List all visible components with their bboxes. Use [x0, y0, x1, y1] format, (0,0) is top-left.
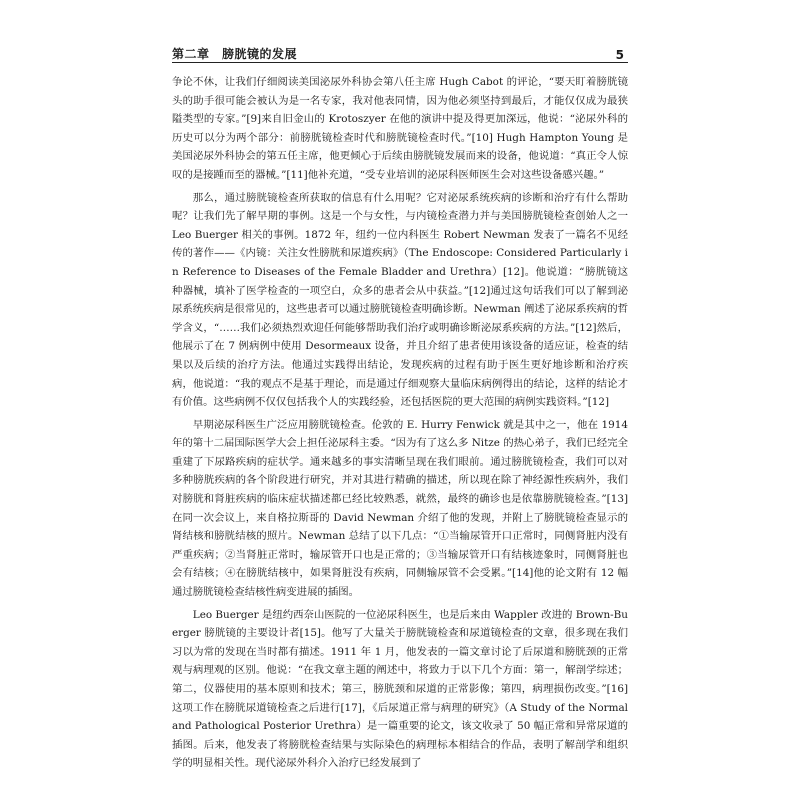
paragraph: Leo Buerger 是纽约西奈山医院的一位泌尿科医生，也是后来由 Wappler 改进的 Brown-Buerger 膀胱镜的主要设计者[15]。他写了大量关于膀胱镜检查和尿道镜检查的文章，很多现在我们习以为常的发现在当时都有描述。1911 年 1 月，他发表的一篇文章讨论了后尿道和膀胱颈的正常观与病理观的区别。他说：“在我文章主题的阐述中，将致力于以下几个方面：第一，解剖学综述；第二，仪器使用的基本原则和技术；第三，膀胱颈和尿道的正常影像；第四，病理损伤改变。”[16]这项工作在膀胱尿道镜检查之后进行[17]，《后尿道正常与病理的研究》（A Study of the Normal and Pathological Posterior Urethra）是一篇重要的论文，该文收录了 50 幅正常和异常尿道的插图。后来，他发表了将膀胱检查结果与实际染色的病理标本相结合的作品，表明了解剖学和组织学的明显相关性。现代泌尿外科介入治疗已经发展到了: [172, 608, 628, 770]
page-number: 5: [615, 48, 624, 62]
chapter-title: 第二章 膀胱镜的发展: [172, 47, 298, 61]
document-page: [172, 38, 628, 788]
paragraph: 早期泌尿科医生广泛应用膀胱镜检查。伦敦的 E. Hurry Fenwick 就是其中之一，他在 1914 年的第十二届国际医学大会上担任泌尿科主委。“因为有了这么多 Nitze 的热心弟子，我们已经完全重建了下尿路疾病的症状学。通来越多的事实清晰呈现在我们眼前。通过膀胱镜检查，我们可以对多种膀胱疾病的各个阶段进行研究，并对其进行精确的描述，所以现在除了神经源性疾病外，我们对膀胱和肾脏疾病的临床症状描述都已经比较熟悉，就然，最终的确诊也是依靠膀胱镜检查。”[13]在同一次会议上，来自格拉斯哥的 David Newman 介绍了他的发现，并附上了膀胱镜检查显示的肾结核和膀胱结核的照片。Newman 总结了以下几点：“①当输尿管开口正常时，同侧肾脏内没有严重疾病；②当肾脏正常时，输尿管开口也是正常的；③当输尿管开口有结核迹象时，同侧肾脏也会有结核；④在膀胱结核中，如果肾脏没有疾病，同侧输尿管不会受累。”[14]他的论文附有 12 幅通过膀胱镜检查结核性病变进展的插图。: [172, 418, 628, 599]
running-header: [172, 38, 628, 63]
paragraph: 那么，通过膀胱镜检查所获取的信息有什么用呢？它对泌尿系统疾病的诊断和治疗有什么帮助呢？让我们先了解早期的事例。这是一个与女性，与内镜检查潜力并与美国膀胱镜检查创始人之一 Leo Buerger 相关的事例。1872 年，纽约一位内科医生 Robert Newman 发表了一篇名不见经传的著作——《内镜：关注女性膀胱和尿道疾病》（The Endoscope: Considered Particularly in Reference to Diseases of the Female Bladder and Urethra）[12]。他说道：“膀胱镜这种器械，填补了医学检查的一项空白，众多的患者会从中获益。”[12]通过这句话我们可以了解到泌尿系统疾病是很常见的，这些患者可以通过膀胱镜检查明确诊断。Newman 阐述了泌尿系疾病的哲学含义，“……我们必须热烈欢迎任何能够帮助我们治疗或明确诊断泌尿系疾病的方法。”[12]然后，他展示了在 7 例病例中使用 Desormeaux 设备，并且介绍了患者使用该设备的适应证，检查的结果以及后续的治疗方法。他通过实践得出结论，发现疾病的过程有助于医生更好地诊断和治疗疾病，他说道：“我的观点不是基于理论，而是通过仔细观察大量临床病例得出的结论，这样的结论才有价值。这些病例不仅仅包括我个人的实践经验，还包括医院的更大范围的病例实践资料。”[12]: [172, 191, 628, 409]
paragraph: 争论不休，让我们仔细阅读美国泌尿外科协会第八任主席 Hugh Cabot 的评论，“要天盯着膀胱镜头的助手很可能会被认为是一名专家，我对他表同情，因为他必须坚持到最后，才能仅仅成为最狭隘类型的专家。”[9]来自旧金山的 Krotoszyer 在他的演讲中提及得更加深远，他说：“泌尿外科的历史可以分为两个部分：前膀胱镜检查时代和膀胱镜检查时代。”[10] Hugh Hampton Young 是美国泌尿外科协会的第五任主席，他更倾心于后续由膀胱镜发展而来的设备，他说道：“真正令人惊叹的是接踵而至的器械。”[11]他补充道，“受专业培训的泌尿科医师医生会对这些设备感兴趣。”: [172, 76, 628, 181]
